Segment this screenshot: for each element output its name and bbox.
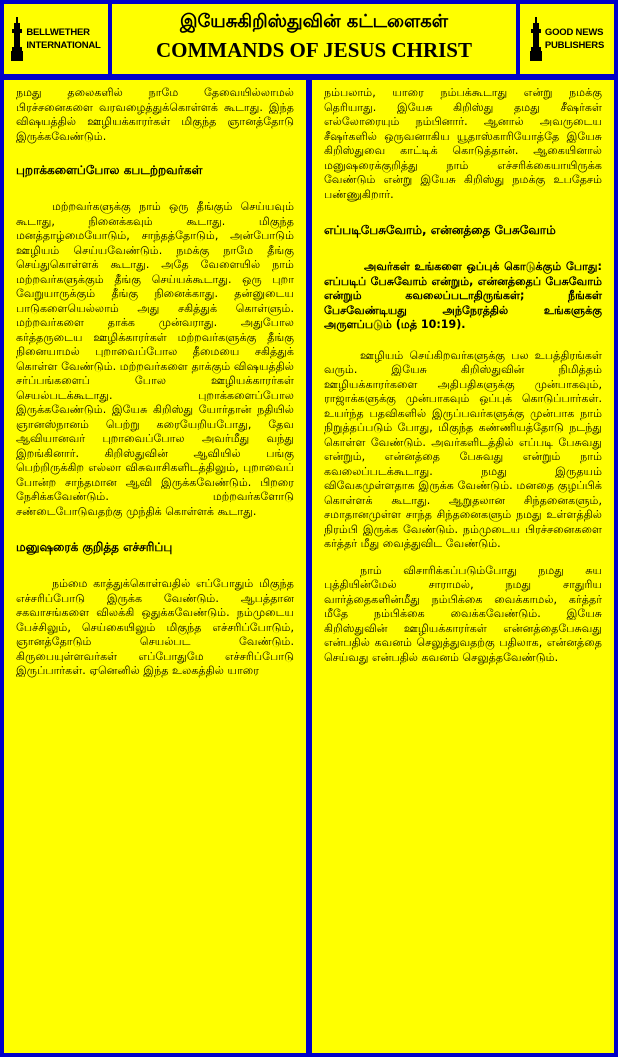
scripture-quote: அவர்கள் உங்களை ஒப்புக் கொடுக்கும் போது: எப்படிப் பேசுவோம் என்றும், என்னத்தைப் பேசுவோம் என்றும் கவலைப்படாதிருங்கள்; நீங்கள் பேசவேண்டியது அந்நேரத்தில் உங்களுக்கு அருளப்படும் (மத் 10:19). (324, 260, 602, 331)
logo-line-2: PUBLISHERS (544, 40, 605, 51)
section-heading: புறாக்களைப்போல கபடற்றவர்கள் (16, 163, 203, 177)
good-news-logo (520, 4, 614, 74)
title-tamil: இயேசுகிறிஸ்துவின் கட்டளைகள் (179, 11, 449, 32)
right-column (312, 80, 614, 1053)
paragraph: நம்பலாம், யாரை நம்பக்கூடாது என்று நமக்கு தெரியாது. இயேசு கிறிஸ்து தமது சீஷர்கள் எல்லோரையும் நம்பினார். ஆனால் அவருடைய சீஷர்களில் ஒருவனாகிய யூதாஸ்காரியோத்தே இயேசு கிறிஸ்துவை காட்டிக் கொடுத்தான். ஆகையினால் மனுஷரைக்குறித்து நாம் எச்சரிக்கையாயிருக்க வேண்டும் என்று இயேசு கிறிஸ்து நமக்கு உபதேசம் பண்ணுகிறார். (324, 86, 602, 201)
page-title (112, 4, 516, 74)
paragraph: நாம் விசாரிக்கப்படும்போது நமது சுய புத்தியின்மேல் சாராமல், நமது சாதுரிய வார்த்தைகளின்மீது நம்பிக்கை வைக்காமல், கர்த்தர் மீதே நம்பிக்கை வைக்கவேண்டும். இயேசு கிறிஸ்துவின் ஊழியக்காரர்கள் என்னத்தைபேசுவது என்பதில் கவனம் செலுத்துவதற்கு பதிலாக, என்னத்தை செய்வது என்பதில் கவனம் செலுத்தவேண்டும். (324, 563, 602, 664)
bellwether-logo (4, 4, 108, 74)
paragraph: ஊழியம் செய்கிறவர்களுக்கு பல உபத்திரங்கள் வரும். இயேசு கிறிஸ்துவின் நிமித்தம் ஊழியக்காரர்களை அதிபதிகளுக்கு முன்பாகவும், ராஜாக்களுக்கு முன்பாகவும் ஒப்புக் கொடுப்பார்கள். உயர்ந்த பதவிகளில் இருப்பவர்களுக்கு முன்பாக நாம் நிறுத்தப்படும் போது, மிகுந்த கண்ணியத்தோடு நடந்து கொள்ள வேண்டும். அவர்களிடத்தில் எப்படி பேசுவது என்றும், என்னத்தை பேசுவது என்றும் நாம் கவலைப்படக்கூடாது. நமது இருதயம் விவேகமுள்ளதாக இருக்க வேண்டும். மனதை குழப்பிக் கொள்ளக் கூடாது. ஆறுதலான சிந்தனைகளும், சமாதானமுள்ள சாந்த சிந்தனைகளும் நமது உள்ளத்தில் நிரம்பி இருக்க வேண்டும். நம்முடைய பிரச்சனைகளை கர்த்தர் மீது வைத்துவிட வேண்டும். (324, 348, 602, 550)
section-heading: எப்படிபேசுவோம், என்னத்தை பேசுவோம் (324, 223, 556, 237)
left-column (4, 80, 306, 1053)
tower-icon (11, 17, 23, 61)
paragraph: நமது தலைகளில் நாமே தேவையில்லாமல் பிரச்சனைகளை வரவழைத்துக்கொள்ளக் கூடாது. இந்த விஷயத்தில் ஊழியக்காரர்கள் மிகுந்த ஞானத்தோடு இருக்கவேண்டும். (16, 86, 294, 143)
logo-line-1: BELLWETHER (26, 27, 90, 38)
section-heading: மனுஷரைக் குறித்த எச்சரிப்பு (16, 540, 173, 554)
logo-line-1: GOOD NEWS (544, 27, 604, 38)
paragraph: நம்மை காத்துக்கொள்வதில் எப்போதும் மிகுந்த எச்சரிப்போடு இருக்க வேண்டும். ஆபத்தான சகவாசங்களை விலக்கி ஒதுக்கவேண்டும். நம்முடைய பேச்சிலும், செய்கையிலும் மிகுந்த எச்சரிப்போடும், ஞானத்தோடும் செயல்பட வேண்டும். கிருபையுள்ளவர்கள் எப்போதுமே எச்சரிப்போடு இருப்பார்கள். ஏனெனில் இந்த உலகத்தில் யாரை (16, 577, 294, 677)
logo-line-2: INTERNATIONAL (26, 40, 101, 51)
title-english: COMMANDS OF JESUS CHRIST (155, 38, 472, 62)
paragraph: மற்றவர்களுக்கு நாம் ஒரு தீங்கும் செய்யவும் கூடாது, நினைக்கவும் கூடாது. மிகுந்த மனத்தாழ்மையோடும், சாந்தத்தோடும், அன்போடும் ஊழியம் செய்யவேண்டும். நமக்கு நாமே தீங்கு செய்துகொள்ளக் கூடாது. அதே வேளையில் நாம் மற்றவர்களுக்கும் தீங்கு செய்யக்கூடாது. ஒரு புறா வேறுயாருக்கும் தீங்கு நினைக்காது. தன்னுடைய பாடுகளையெல்லாம் அது சகித்துக் கொள்ளும். மற்றவர்களை தாக்க முன்வராது. அதுபோல கர்த்தருடைய ஊழிக்காரர்கள் மற்றவர்களுக்கு தீங்கு நினையாமல் புறாவைப்போல தீமையை சகித்துக் கொள்ள வேண்டும். மற்றவர்களை தாக்கும் விஷயத்தில் சர்ப்பங்களைப் போல ஊழியக்காரர்கள் செயல்படக்கூடாது. புறாக்களைப்போல இருக்கவேண்டும். இயேசு கிறிஸ்து யோர்தான் நதியில் ஞானஸ்நானம் பெற்று கரையேறியபோது, தேவ ஆவியானவர் புறாவைப்போல அவர்மீது வந்து இறங்கினார். கிறிஸ்துவின் ஆவியில் பங்கு பெற்றிருக்கிற எல்லா விசுவாசிகளிடத்திலும், புறாவைப் போன்ற சாந்தமான ஆவி இருக்கவேண்டும். பிறரை நேசிக்கவேண்டும். மற்றவர்களோடு சண்டைபோடுவதற்கு முந்திக் கொள்ளக் கூடாது. (16, 200, 294, 518)
tower-icon (530, 17, 542, 61)
